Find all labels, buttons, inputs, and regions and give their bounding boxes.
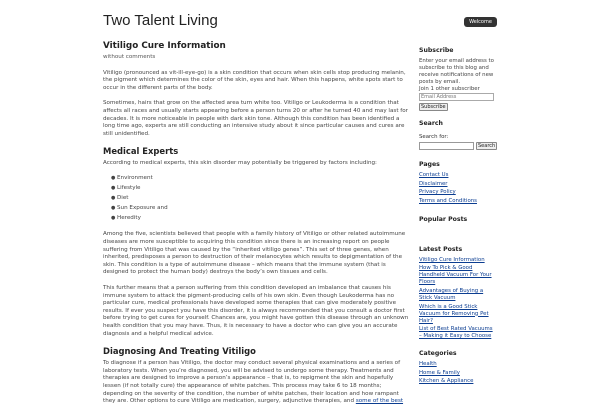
category-link-kitchen[interactable]: Kitchen & Appliance	[419, 378, 474, 385]
email-field[interactable]	[419, 93, 494, 101]
section-heading-medical-experts: Medical Experts	[103, 146, 179, 157]
welcome-tab[interactable]: Welcome	[464, 17, 497, 27]
post-title[interactable]: Vitiligo Cure Information	[103, 41, 226, 51]
search-row	[419, 142, 497, 150]
sidebar	[419, 47, 497, 387]
latest-posts-widget	[419, 246, 497, 340]
site-title[interactable]: Two Talent Living	[103, 12, 218, 29]
search-widget	[419, 120, 497, 150]
page-link-disclaimer[interactable]: Disclaimer	[419, 180, 448, 187]
section1-paragraph-1: Among the five, scientists believed that people with a family history of Vitiligo or other related autoimmune diseases are more susceptible to acquiring this condition since there is an increasing report on people suffering from Vitiligo that was caused by the “inherited vitiligo genes”. This set of three genes, when inherited, predisposes a person to destruction of their melanocytes which results to depigmentation of the skin. This condition is a type of autoimmune disease – which means that the immune system (that is designed to protect the human body) destroys the body’s own tissues and cells.	[103, 231, 406, 276]
page-link-terms[interactable]: Terms and Conditions	[419, 197, 477, 204]
latest-post-link[interactable]: Which is a Good Stick Vacuum for Removing Pet Hair?	[419, 303, 489, 324]
bullet-icon: ●	[111, 174, 116, 181]
search-button[interactable]: Search	[478, 143, 496, 149]
pages-heading: Pages	[419, 161, 440, 168]
section-heading-diagnosing: Diagnosing And Treating Vitiligo	[103, 346, 256, 357]
latest-post-link[interactable]: How To Pick & Good Handheld Vacuum For Your Floors	[419, 265, 492, 286]
section-lead: According to medical experts, this skin disorder may potentially be triggered by factors including:	[103, 160, 377, 167]
subscribe-heading: Subscribe	[419, 47, 454, 54]
search-label: Search for:	[419, 134, 449, 140]
bullet-icon: ●	[111, 194, 116, 201]
latest-post-link[interactable]: Vitiligo Cure Information	[419, 256, 485, 263]
intro-paragraph-1: Vitiligo (pronounced as vit-ill-eye-go) is a skin condition that occurs when skin cells stop producing melanin, the pigment which determines the color of the skin, eyes and hair. When this happens, white spots start to occur in the different parts of the body.	[103, 69, 406, 91]
best-therapies-link[interactable]: some of the best	[355, 398, 404, 405]
bullet-icon: ●	[111, 214, 116, 221]
category-link-health[interactable]: Health	[419, 361, 437, 368]
post-meta: without comments	[103, 54, 156, 60]
section1-paragraph-2: This further means that a person suffering from this condition developed an imbalance that causes his immune system to attack the pigment-producing cells of his own skin. Even though Leukoderma has no particular cure, medical professionals have developed some therapies that can give moderately positive results. If ever you suspect you have this disorder, it is always recommended that you consult a doctor first before trying to get cures for yourself. Chances are, you might have gotten this disease through an unknown health condition that you may have. Thus, it is necessary to have a doctor who can give you an accurate diagnosis and a helpful medical advice.	[103, 285, 409, 337]
page-link-privacy[interactable]: Privacy Policy	[419, 189, 456, 196]
popular-posts-widget	[419, 216, 497, 224]
categories-heading: Categories	[419, 350, 457, 358]
intro-paragraph-2: Sometimes, hairs that grow on the affected area turn white too. Vitiligo or Leukoderma is a condition that affects all races and usually starts appearing before a person turns 20 or after he turned 40 and may last for decades. It is more noticeable in people with dark skin tone. Although this condition has been identified a long time ago, experts are still conducting an intensive study about it since particular causes and cures are still unidentified.	[103, 100, 408, 137]
bullet-icon: ●	[111, 184, 116, 191]
list-item: ● Sun Exposure and	[111, 204, 168, 211]
categories-widget	[419, 350, 497, 385]
list-item: ● Environment	[111, 174, 153, 181]
category-link-home-family[interactable]: Home & Family	[419, 369, 460, 376]
site-header	[0, 0, 600, 34]
list-item: ● Diet	[111, 194, 129, 201]
pages-widget	[419, 161, 497, 205]
list-item: ● Lifestyle	[111, 184, 141, 191]
list-item: ● Heredity	[111, 214, 141, 221]
subscribe-button[interactable]: Subscribe	[421, 104, 446, 110]
bullet-icon: ●	[111, 204, 116, 211]
subscribe-widget	[419, 47, 497, 111]
post-content	[103, 41, 409, 414]
latest-post-link[interactable]: List of Best Rated Vacuums – Making it Easy to Choose	[419, 326, 493, 340]
factor-list	[111, 174, 409, 223]
subscriber-count: Join 1 other subscriber	[419, 86, 480, 92]
section2-paragraph: To diagnose if a person has Vitiligo, the doctor may conduct several physical examinations and a series of laboratory tests. When you’re diagnosed, you will be advised to undergo some therapy. Treatments and therapies are designed to improve a person’s appearance – that is, to repigment the skin and hopefully lessen (if not totally cure) the appearance of white patches. This process may take 6 to 18 months; depending on the severity of the condition, the number of white patches, their location and how rampant they are. Other options to cure Vitiligo are medication, surgery, adjunctive therapies, and some of the best	[103, 360, 404, 405]
search-heading: Search	[419, 120, 443, 127]
search-input[interactable]	[419, 142, 474, 150]
popular-posts-heading: Popular Posts	[419, 215, 468, 223]
page-link-contact[interactable]: Contact Us	[419, 172, 449, 178]
latest-posts-heading: Latest Posts	[419, 245, 463, 253]
subscribe-text: Enter your email address to subscribe to this blog and receive notifications of new posts by email.	[419, 58, 494, 85]
latest-post-link[interactable]: Advantages of Buying a Stick Vacuum	[419, 287, 484, 301]
